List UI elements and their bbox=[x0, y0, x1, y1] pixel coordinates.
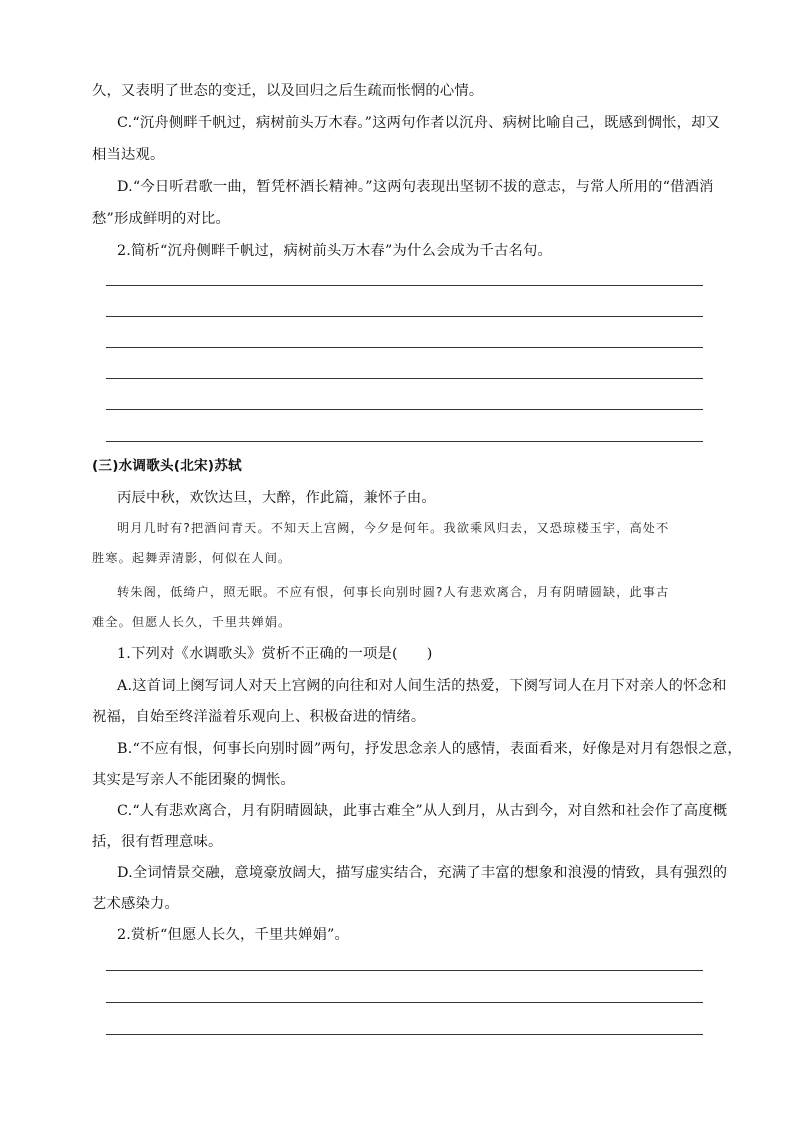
answer-option-b: B.“不应有恨，何事长向别时圆”两句，抒发思念亲人的感情，表面看来，好像是对月有怨恨之意， bbox=[117, 741, 742, 757]
answer-option-a-continuation: 祝福，自始至终洋溢着乐观向上、积极奋进的情绪。 bbox=[92, 709, 426, 725]
answer-option-b-continuation: 其实是写亲人不能团聚的惆怅。 bbox=[92, 772, 295, 788]
answer-option-c-continuation: 相当达观。 bbox=[92, 147, 165, 163]
answer-line[interactable] bbox=[106, 441, 703, 442]
answer-option-b-continuation: 久，又表明了世态的变迁，以及回归之后生疏而怅惘的心情。 bbox=[92, 83, 484, 99]
answer-option-c: C.“沉舟侧畔千帆过，病树前头万木春。”这两句作者以沉舟、病树比喻自己，既感到惆怅，却又 bbox=[117, 115, 721, 131]
answer-line[interactable] bbox=[106, 970, 703, 971]
answer-line[interactable] bbox=[106, 1034, 703, 1035]
question-1: 1.下列对《水调歌头》赏析不正确的一项是( ) bbox=[117, 646, 433, 662]
answer-option-c: C.“人有悲欢离合，月有阴晴圆缺，此事古难全”从人到月，从古到今，对自然和社会作了高度概 bbox=[117, 803, 728, 819]
answer-line[interactable] bbox=[106, 378, 703, 379]
poem-stanza-1: 明月几时有?把酒问青天。不知天上宫阙，今夕是何年。我欲乘风归去，又恐琼楼玉宇，高处不 bbox=[117, 521, 670, 535]
answer-option-c-continuation: 括，很有哲理意味。 bbox=[92, 834, 223, 850]
question-2: 2.简析“沉舟侧畔千帆过，病树前头万木春”为什么会成为千古名句。 bbox=[117, 243, 552, 259]
answer-line[interactable] bbox=[106, 316, 703, 317]
poem-stanza-2: 转朱阁，低绮户，照无眠。不应有恨，何事长向别时圆?人有悲欢离合，月有阴晴圆缺，此事古 bbox=[117, 585, 670, 599]
answer-line[interactable] bbox=[106, 347, 703, 348]
answer-option-d: D.“今日听君歌一曲，暂凭杯酒长精神。”这两句表现出坚韧不拔的意志，与常人所用的“借酒消 bbox=[117, 179, 714, 195]
answer-line[interactable] bbox=[106, 409, 703, 410]
poem-preface: 丙辰中秋，欢饮达旦，大醉，作此篇，兼怀子由。 bbox=[117, 490, 436, 506]
poem-stanza-2-continuation: 难全。但愿人长久，千里共婵娟。 bbox=[92, 615, 292, 629]
answer-option-d-continuation: 艺术感染力。 bbox=[92, 896, 179, 912]
answer-option-d: D.全词情景交融，意境豪放阔大，描写虚实结合，充满了丰富的想象和浪漫的情致，具有强烈的 bbox=[117, 865, 728, 881]
poem-stanza-1-continuation: 胜寒。起舞弄清影，何似在人间。 bbox=[92, 551, 292, 565]
answer-line[interactable] bbox=[106, 1002, 703, 1003]
answer-line[interactable] bbox=[106, 285, 703, 286]
answer-option-a: A.这首词上阕写词人对天上宫阙的向往和对人间生活的热爱，下阕写词人在月下对亲人的怀念和 bbox=[117, 678, 727, 694]
question-2: 2.赏析“但愿人长久，千里共婵娟”。 bbox=[117, 927, 350, 943]
section-heading: (三)水调歌头(北宋)苏轼 bbox=[92, 458, 242, 474]
answer-option-d-continuation: 愁”形成鲜明的对比。 bbox=[92, 211, 230, 227]
